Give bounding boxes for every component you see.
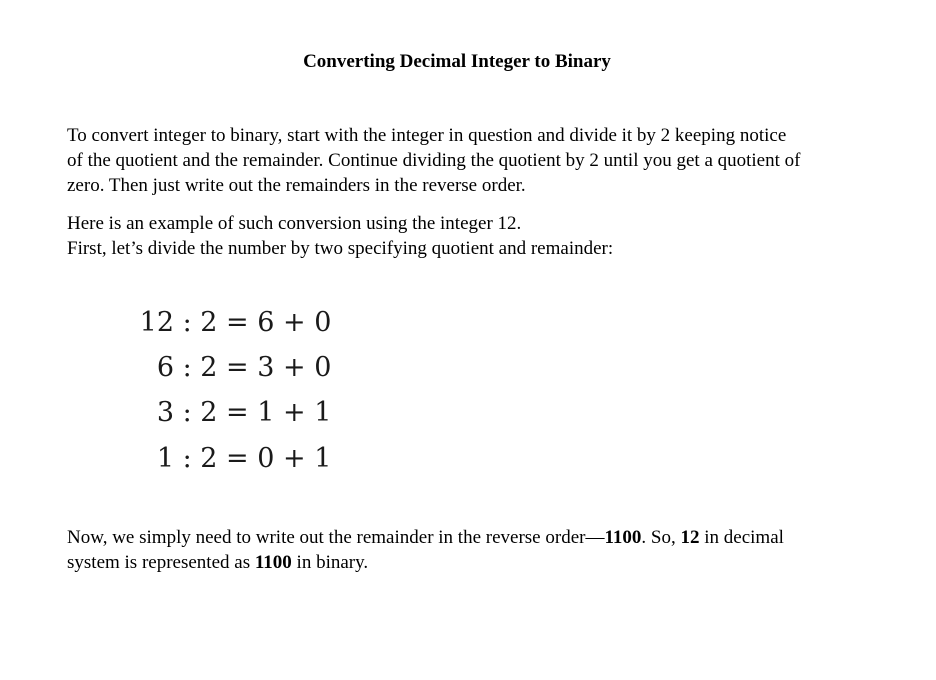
example-line-1: Here is an example of such conversion using the integer 12. bbox=[67, 213, 522, 234]
example-line-2: First, let’s divide the number by two specifying quotient and remainder: bbox=[67, 238, 614, 259]
conclusion-decimal-value: 12 bbox=[680, 527, 700, 548]
conclusion-binary-result: 1100 bbox=[604, 527, 642, 548]
equation-dividend: 12 bbox=[139, 307, 174, 338]
equation-rhs: : 2 = 1 + 1 bbox=[182, 397, 332, 428]
conclusion-text-4: system is represented as bbox=[67, 552, 255, 573]
conclusion-text-5: in binary. bbox=[291, 552, 369, 573]
page-title: Converting Decimal Integer to Binary bbox=[303, 51, 611, 72]
intro-line-2: of the quotient and the remainder. Continue dividing the quotient by 2 until you get a quotient of bbox=[67, 150, 801, 171]
equation-row bbox=[122, 442, 332, 476]
equation-row bbox=[122, 351, 332, 385]
equation-rhs: : 2 = 0 + 1 bbox=[182, 443, 332, 474]
intro-line-3: zero. Then just write out the remainders in the reverse order. bbox=[67, 175, 526, 196]
equation-rhs: : 2 = 3 + 0 bbox=[182, 352, 332, 383]
equation-row bbox=[122, 396, 332, 430]
conclusion-paragraph bbox=[67, 525, 867, 575]
conclusion-text-3: in decimal bbox=[699, 527, 784, 548]
equation-dividend: 3 bbox=[156, 397, 174, 428]
conclusion-text-1: Now, we simply need to write out the remainder in the reverse order— bbox=[67, 527, 605, 548]
intro-line-1: To convert integer to binary, start with the integer in question and divide it by 2 keeping notice bbox=[67, 125, 787, 146]
conclusion-text-2: . So, bbox=[641, 527, 681, 548]
equation-rhs: : 2 = 6 + 0 bbox=[182, 307, 332, 338]
equation-dividend: 1 bbox=[156, 443, 174, 474]
conclusion-binary-result-2: 1100 bbox=[254, 552, 292, 573]
intro-paragraph bbox=[67, 123, 867, 198]
equation-dividend: 6 bbox=[156, 352, 174, 383]
equation-row bbox=[122, 306, 332, 340]
example-paragraph bbox=[67, 211, 867, 261]
